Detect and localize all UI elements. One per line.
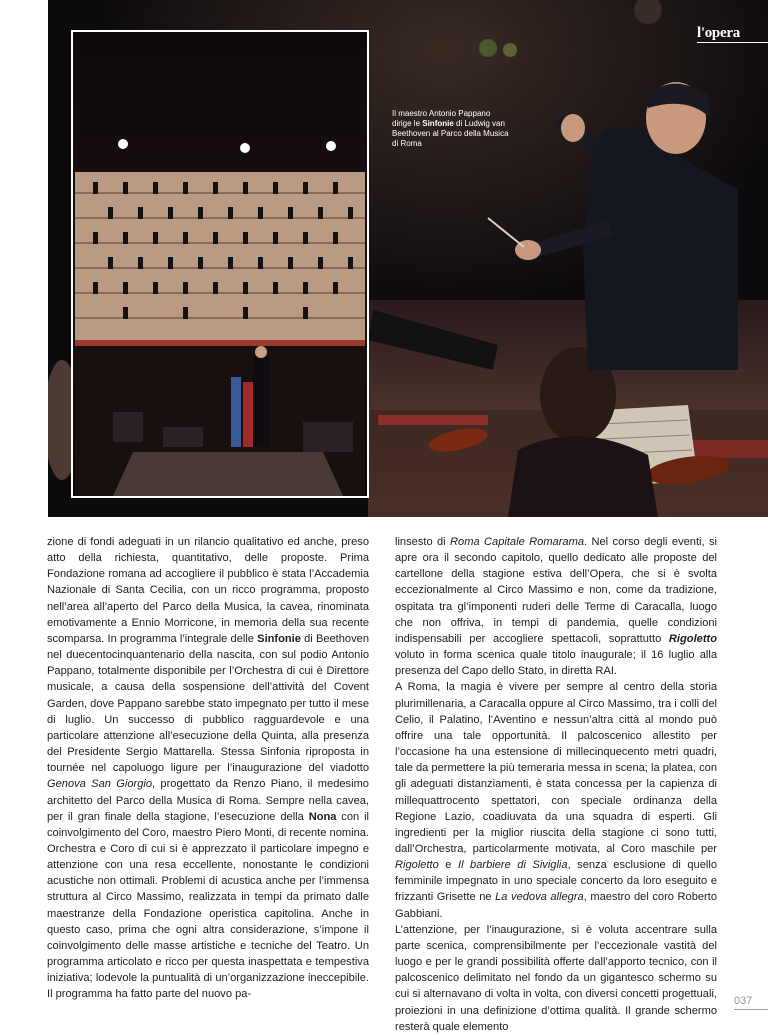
caption-bold: Sinfonie <box>422 119 454 128</box>
text-run: linsesto di <box>395 536 451 548</box>
cavea-photo <box>73 32 367 496</box>
italic-title-vedova: La vedova allegra <box>495 891 584 904</box>
text-run: , senza esclusione di quello femminile impegnato in uno speciale concerto da loro eseguito e frizzanti Grisette ne <box>395 859 717 904</box>
italic-title-genova: Genova San Giorgio <box>47 778 153 791</box>
text-run: , maestro del coro Roberto Gabbiani. <box>395 891 717 920</box>
article-column-right <box>395 534 717 1035</box>
photo-caption <box>392 109 512 149</box>
text-run: A Roma, la magia è vivere per sempre al centro della storia plurimillenaria, a Caracalla oppure al Circo Massimo, tra i colli del Celio, il Palatino, l’Aventino e nessun’altra città al mondo può offrire una tale opportunità. Il palcoscenico allestito per l’occasione ha una estensione di millecinquecento metri quadri, tale da permettere la più temeraria messa in scena; la platea, con gli adeguati distanziamenti, è stata concessa per la capienza di millequattrocento spettatori, con speciale ordinanza della Regione Lazio, coadiuvata da una squadra di esperti. Gli ingredienti per la miglior riuscita della stagione ci sono tutti, dall’Orchestra, particolarmente motivata, al Coro maschile per <box>395 681 717 855</box>
bold-italic-title-rigoletto: Rigoletto <box>668 632 717 645</box>
text-run: , progettato da Renzo Piano, il medesimo architetto del Parco della Musica di Roma. Sempre nella cavea, per il gran finale della stagione, l’esecuzione della <box>47 778 369 823</box>
bold-title-sinfonie: Sinfonie <box>257 632 301 645</box>
column-right-paragraph-3 <box>395 922 717 1035</box>
caption-text-1: Il maestro Antonio Pappano dirige le <box>392 109 491 128</box>
column-left-paragraph <box>47 534 369 1003</box>
text-run: di Beethoven nel duecentocinquantenario della nascita, con sul podio Antonio Pappano, totalmente disponibile per l’Orchestra di cui è Direttore musicale, a causa della sospensione dell’attività del Covent Garden, dove Pappano sarebbe stato impegnato per tutto il mese di luglio. Un successo di pubblico ragguardevole e una particolare attenzione all’esecuzione della Quinta, alla presenza del Presidente Sergio Mattarella. Stessa Sinfonia riproposta in tournée nel capoluogo ligure per l’inaugurazione del viadotto <box>47 632 369 775</box>
text-run: . Nel corso degli eventi, si apre ora il secondo capitolo, quello dedicato alle proposte del cartellone della stagione estiva dell’Opera, che si è svolta eccezionalmente al Circo Massimo e non, come da tradizione, ospitata tra gl’imponenti ruderi delle Terme di Caracalla, luogo che non offriva, in tempi di pandemia, quelle condizioni indispensabili per accogliere spettacoli, soprattutto <box>395 536 717 645</box>
page-number: 037 <box>734 995 753 1007</box>
header-rule <box>697 42 768 43</box>
caption-text-2: di Ludwig van Beethoven al Parco della Musica di Roma <box>392 119 509 148</box>
column-right-paragraph-1 <box>395 534 717 679</box>
text-run: con il coinvolgimento del Coro, maestro Piero Monti, di recente nomina. Orchestra e Coro di cui si è apprezzato il particolare impegno e attenzione con una resa eccellente, nonostante le condizioni acustiche non ottimali. Problemi di acustica anche per l’immensa struttura al Circo Massimo, realizzata in tempi da primato dalle maestranze della Fondazione operistica capitolina. Anche in questo caso, prima che ogni altra considerazione, s’impone il coinvolgimento delle masse artistiche e tecniche del Teatro. Un programma articolato e ricco per questa inaspettata e tempestiva iniziativa; lodevole la puntualità di un’organizzazione ineccepibile. Il programma ha fatto parte del nuovo pa- <box>47 810 369 1001</box>
article-column-left <box>47 534 369 1003</box>
text-run: voluto in forma scenica quale titolo inaugurale; il 16 luglio alla presenza del Capo dello Stato, in diretta RAI. <box>395 649 717 678</box>
inset-photo <box>71 30 369 498</box>
bold-title-nona: Nona <box>308 810 337 823</box>
italic-title-rigoletto: Rigoletto <box>395 859 439 872</box>
text-run: zione di fondi adeguati in un rilancio qualitativo ed anche, preso atto della richiesta, quantitativo, delle proposte. Prima Fondazione romana ad accogliere il pubblico è stata l’Accademia Nazionale di Santa Cecilia, con un ricco programma, proposto nell’area all’aperto del Parco della Musica, la cavea, rinominata emotivamente a Ennio Morricone, in memoria della sua recente scomparsa. In programma l’integrale delle <box>47 536 369 645</box>
section-header: l'opera <box>697 25 740 41</box>
column-right-paragraph-2 <box>395 679 717 921</box>
text-run: e <box>438 859 458 872</box>
text-run: L’attenzione, per l’inaugurazione, si è voluta accentrare sulla parte scenica, comprensibilmente per l’eccezionale vastità del luogo e per le grandi possibilità offerte dall’apporto tecnico, con il palcoscenico delimitato nel fondo da un gigantesco schermo su cui si alternavano di volta in volta, con diversi concetti progettuali, proiezioni in una definizione d’ottima qualità. Il grande schermo resterà quale elemento <box>395 923 717 1033</box>
page-number-rule <box>734 1009 768 1010</box>
italic-title-barbiere: Il barbiere di Siviglia <box>458 859 568 872</box>
italic-title-romarama: Roma Capitale Romarama <box>450 536 585 548</box>
